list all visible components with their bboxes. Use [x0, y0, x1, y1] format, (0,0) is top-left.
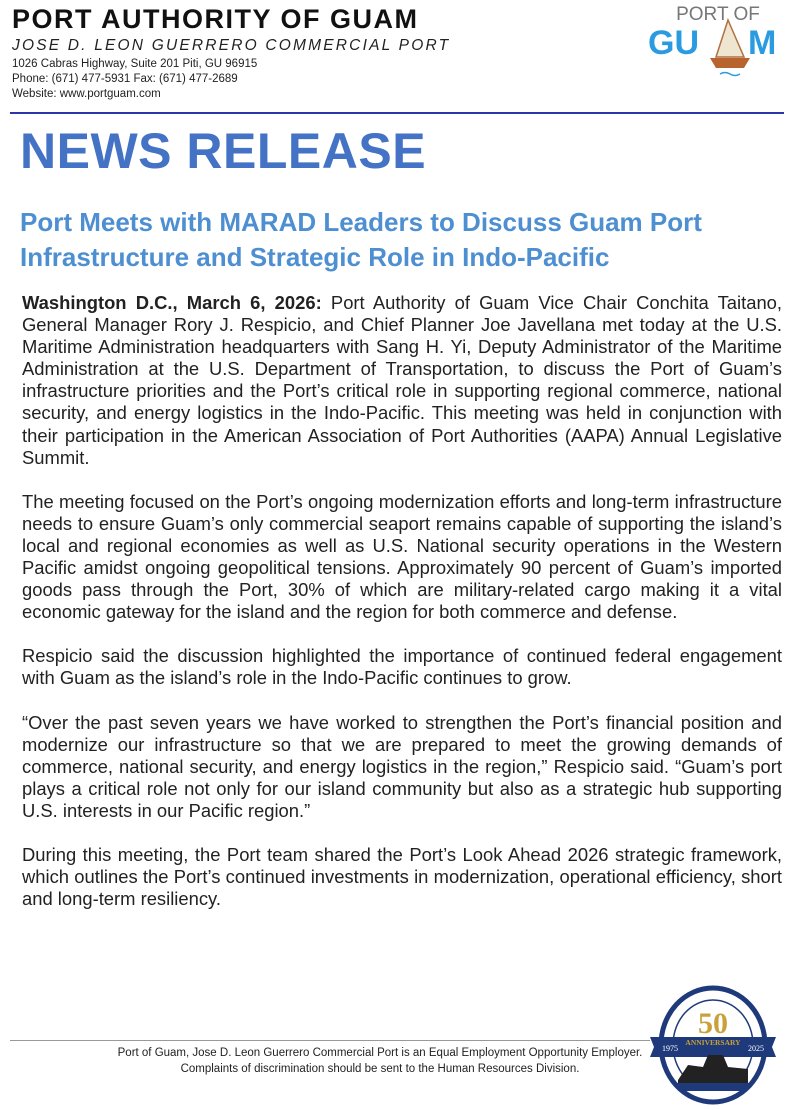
- svg-text:50: 50: [698, 1007, 728, 1040]
- article-body: [22, 292, 782, 932]
- phone: Phone: (671) 477-5931 Fax: (671) 477-2689: [12, 73, 238, 85]
- dateline: Washington D.C., March 6, 2026:: [22, 292, 322, 313]
- paragraph: [22, 292, 782, 469]
- 50th-anniversary-seal: [648, 985, 778, 1105]
- contact-block: [12, 57, 257, 102]
- footer-line: Port of Guam, Jose D. Leon Guerrero Commercial Port is an Equal Employment Opportunity Employer.: [117, 1047, 643, 1059]
- svg-text:2025: 2025: [748, 1044, 764, 1053]
- footer-line: Complaints of discrimination should be sent to the Human Resources Division.: [180, 1063, 580, 1075]
- website: Website: www.portguam.com: [12, 88, 161, 100]
- org-subtitle: JOSE D. LEON GUERRERO COMMERCIAL PORT: [12, 37, 451, 54]
- footer-rule: [10, 1040, 650, 1041]
- org-name: PORT AUTHORITY OF GUAM: [12, 4, 419, 34]
- svg-text:PORT OF: PORT OF: [676, 4, 760, 25]
- paragraph: The meeting focused on the Port’s ongoing modernization efforts and long-term infrastructure needs to ensure Guam’s only commercial seaport remains capable of supporting the island’s local and regional economies as well as U.S. National security operations in the Western Pacific amidst ongoing geopolitical tensions. Approximately 90 percent of Guam’s imported goods pass through the Port, 30% of which are military-related cargo making it a vital economic gateway for the island and the region for both commerce and defense.: [22, 490, 782, 623]
- paragraph-text: Port Authority of Guam Vice Chair Conchita Taitano, General Manager Rory J. Respicio, and Chief Planner Joe Javellana met today at the U.S. Maritime Administration headquarters with Sang H. Yi, Deputy Administrator of the Maritime Administration at the U.S. Department of Transportation, to discuss the Port of Guam’s infrastructure priorities and the Port’s critical role in supporting regional commerce, national security, and energy logistics in the Indo-Pacific. This meeting was held in conjunction with their participation in the American Association of Port Authorities (AAPA) Annual Legislative Summit.: [22, 292, 783, 468]
- address: 1026 Cabras Highway, Suite 201 Piti, GU 96915: [12, 58, 258, 70]
- port-of-guam-logo: [640, 2, 785, 80]
- page-title: NEWS RELEASE: [20, 123, 427, 179]
- paragraph: During this meeting, the Port team shared the Port’s Look Ahead 2026 strategic framework, which outlines the Port’s continued investments in modernization, operational efficiency, short and long-term resiliency.: [22, 843, 782, 910]
- svg-text:M: M: [748, 24, 777, 62]
- paragraph: Respicio said the discussion highlighted the importance of continued federal engagement with Guam as the island’s role in the Indo-Pacific continues to grow.: [22, 645, 782, 689]
- svg-text:1975: 1975: [662, 1044, 678, 1053]
- svg-text:GU: GU: [648, 24, 699, 62]
- header-rule: [10, 112, 784, 114]
- svg-text:ANNIVERSARY: ANNIVERSARY: [685, 1038, 741, 1047]
- paragraph: “Over the past seven years we have worked to strengthen the Port’s financial position and modernize our infrastructure so that we are prepared to meet the growing demands of commerce, national security, and energy logistics in the region,” Respicio said. “Guam’s port plays a critical role not only for our island community but also as a strategic hub supporting U.S. interests in our Pacific region.”: [22, 711, 782, 821]
- headline: Port Meets with MARAD Leaders to Discuss Guam Port Infrastructure and Strategic Role in Indo-Pacific: [20, 207, 702, 272]
